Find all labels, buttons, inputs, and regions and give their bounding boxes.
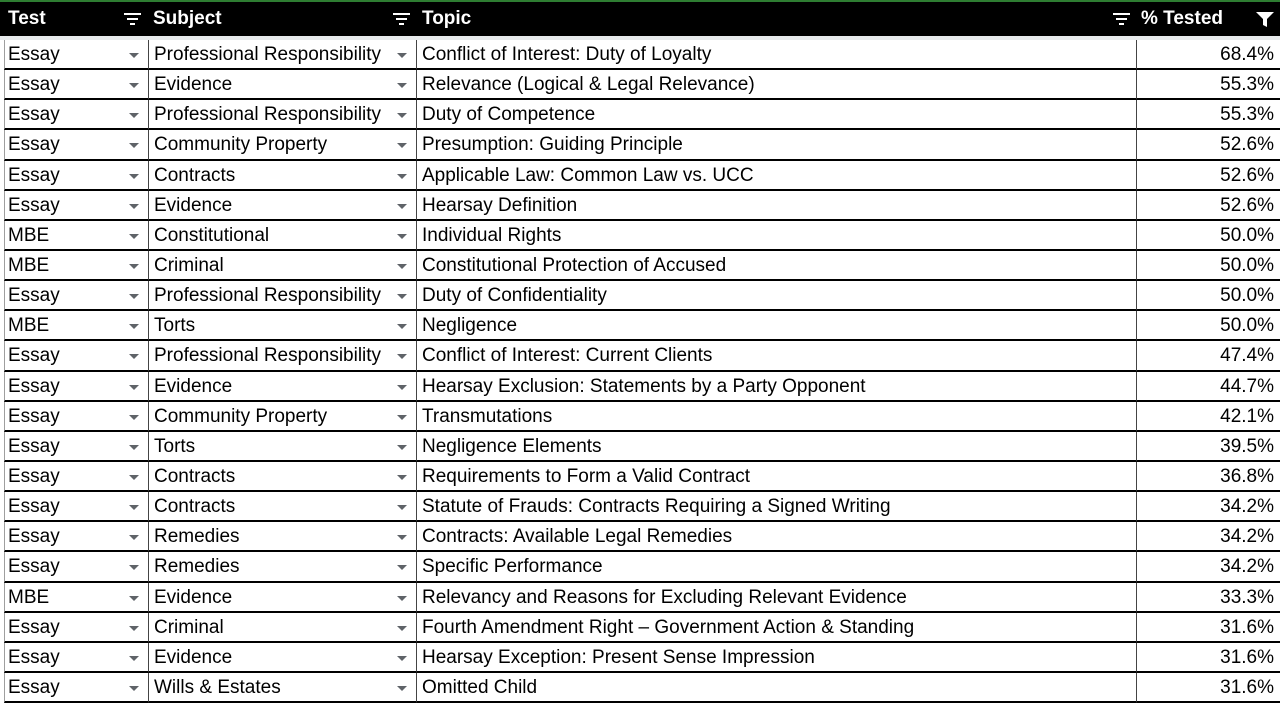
subject-cell[interactable] — [148, 643, 416, 673]
filter-lines-icon[interactable] — [1113, 13, 1130, 25]
chevron-down-icon[interactable] — [397, 324, 407, 329]
subject-cell-text: Criminal — [154, 616, 224, 638]
subject-cell[interactable] — [148, 130, 416, 160]
chevron-down-icon[interactable] — [129, 535, 139, 540]
pct-tested-cell-text: 50.0% — [1220, 285, 1274, 307]
pct-tested-cell[interactable] — [1136, 552, 1280, 582]
topic-cell[interactable] — [416, 673, 1136, 703]
table-row — [0, 70, 1280, 100]
test-cell[interactable] — [4, 583, 148, 613]
chevron-down-icon[interactable] — [397, 83, 407, 88]
pct-tested-cell-text: 52.6% — [1220, 134, 1274, 156]
subject-cell[interactable] — [148, 673, 416, 703]
subject-cell[interactable] — [148, 462, 416, 492]
pct-tested-cell-text: 52.6% — [1220, 164, 1274, 186]
pct-tested-cell-text: 34.2% — [1220, 496, 1274, 518]
chevron-down-icon[interactable] — [129, 324, 139, 329]
test-cell-text: Essay — [8, 616, 60, 638]
topic-cell[interactable] — [416, 613, 1136, 643]
pct-tested-cell[interactable] — [1136, 673, 1280, 703]
subject-cell-text: Evidence — [154, 194, 233, 216]
test-cell[interactable] — [4, 673, 148, 703]
subject-cell[interactable] — [148, 492, 416, 522]
test-cell-text: Essay — [8, 134, 60, 156]
test-cell-text: Essay — [8, 104, 60, 126]
topic-cell-text: Hearsay Definition — [422, 194, 578, 216]
test-cell[interactable] — [4, 221, 148, 251]
table-row — [0, 673, 1280, 703]
topic-cell[interactable] — [416, 40, 1136, 70]
pct-tested-cell-text: 50.0% — [1220, 224, 1274, 246]
subject-cell-text: Community Property — [154, 134, 328, 156]
topic-cell[interactable] — [416, 161, 1136, 191]
table-row — [0, 40, 1280, 70]
chevron-down-icon[interactable] — [397, 475, 407, 480]
subject-cell-text: Evidence — [154, 586, 233, 608]
chevron-down-icon[interactable] — [129, 113, 139, 118]
topic-cell[interactable] — [416, 643, 1136, 673]
chevron-down-icon[interactable] — [129, 53, 139, 58]
pct-tested-cell[interactable] — [1136, 311, 1280, 341]
subject-cell-text: Wills & Estates — [154, 676, 281, 698]
topic-cell[interactable] — [416, 583, 1136, 613]
table-row — [0, 372, 1280, 402]
pct-tested-cell[interactable] — [1136, 492, 1280, 522]
pct-tested-cell[interactable] — [1136, 643, 1280, 673]
header-subject[interactable] — [148, 2, 416, 36]
subject-cell-text: Torts — [154, 315, 196, 337]
test-cell[interactable] — [4, 341, 148, 371]
table-row — [0, 462, 1280, 492]
subject-cell[interactable] — [148, 161, 416, 191]
subject-cell-text: Professional Responsibility — [154, 104, 382, 126]
topic-cell-text: Hearsay Exception: Present Sense Impression — [422, 646, 815, 668]
header-row — [0, 2, 1280, 36]
topic-cell[interactable] — [416, 522, 1136, 552]
subject-cell-text: Community Property — [154, 405, 328, 427]
pct-tested-cell-text: 55.3% — [1220, 74, 1274, 96]
subject-cell[interactable] — [148, 191, 416, 221]
test-cell-text: Essay — [8, 676, 60, 698]
subject-cell-text: Remedies — [154, 556, 240, 578]
chevron-down-icon[interactable] — [397, 113, 407, 118]
test-cell-text: Essay — [8, 194, 60, 216]
table-row — [0, 522, 1280, 552]
pct-tested-cell-text: 68.4% — [1220, 44, 1274, 65]
table-body — [0, 40, 1280, 703]
test-cell-text: Essay — [8, 285, 60, 307]
table-row — [0, 221, 1280, 251]
chevron-down-icon[interactable] — [129, 234, 139, 239]
subject-cell[interactable] — [148, 552, 416, 582]
table-row — [0, 583, 1280, 613]
test-cell[interactable] — [4, 492, 148, 522]
chevron-down-icon[interactable] — [397, 565, 407, 570]
pct-tested-cell[interactable] — [1136, 372, 1280, 402]
topic-cell-text: Statute of Frauds: Contracts Requiring a Signed Writing — [422, 496, 891, 518]
pct-tested-cell[interactable] — [1136, 191, 1280, 221]
topic-cell-text: Relevance (Logical & Legal Relevance) — [422, 74, 755, 96]
pct-tested-cell-text: 34.2% — [1220, 526, 1274, 548]
pct-tested-cell-text: 47.4% — [1220, 345, 1274, 367]
topic-cell-text: Constitutional Protection of Accused — [422, 254, 727, 276]
test-cell-text: Essay — [8, 646, 60, 668]
chevron-down-icon[interactable] — [397, 415, 407, 420]
topic-cell[interactable] — [416, 402, 1136, 432]
header-pct-tested[interactable] — [1136, 2, 1280, 36]
chevron-down-icon[interactable] — [397, 234, 407, 239]
chevron-down-icon[interactable] — [129, 686, 139, 691]
test-cell-text: Essay — [8, 375, 60, 397]
topic-cell[interactable] — [416, 341, 1136, 371]
chevron-down-icon[interactable] — [397, 686, 407, 691]
table-row — [0, 341, 1280, 371]
header-topic-label: Topic — [422, 8, 472, 29]
pct-tested-cell-text: 34.2% — [1220, 556, 1274, 578]
subject-cell-text: Evidence — [154, 375, 233, 397]
pct-tested-cell[interactable] — [1136, 281, 1280, 311]
topic-cell[interactable] — [416, 70, 1136, 100]
subject-cell-text: Contracts — [154, 465, 236, 487]
topic-cell[interactable] — [416, 130, 1136, 160]
topic-cell-text: Conflict of Interest: Duty of Loyalty — [422, 44, 712, 65]
chevron-down-icon[interactable] — [129, 445, 139, 450]
subject-cell[interactable] — [148, 100, 416, 130]
test-cell[interactable] — [4, 130, 148, 160]
topic-cell-text: Negligence — [422, 315, 518, 337]
test-cell[interactable] — [4, 643, 148, 673]
pct-tested-cell[interactable] — [1136, 161, 1280, 191]
pct-tested-cell-text: 52.6% — [1220, 194, 1274, 216]
topic-cell[interactable] — [416, 432, 1136, 462]
test-cell[interactable] — [4, 311, 148, 341]
topic-cell-text: Negligence Elements — [422, 435, 602, 457]
test-cell[interactable] — [4, 432, 148, 462]
table-row — [0, 251, 1280, 281]
pct-tested-cell[interactable] — [1136, 100, 1280, 130]
table-row — [0, 492, 1280, 522]
chevron-down-icon[interactable] — [129, 505, 139, 510]
header-subject-label: Subject — [153, 8, 222, 29]
chevron-down-icon[interactable] — [129, 174, 139, 179]
subject-cell[interactable] — [148, 40, 416, 70]
subject-cell-text: Contracts — [154, 496, 236, 518]
pct-tested-cell[interactable] — [1136, 70, 1280, 100]
test-cell-text: Essay — [8, 526, 60, 548]
subject-cell[interactable] — [148, 613, 416, 643]
topic-cell-text: Conflict of Interest: Current Clients — [422, 345, 713, 367]
pct-tested-cell-text: 55.3% — [1220, 104, 1274, 126]
topic-cell[interactable] — [416, 100, 1136, 130]
pct-tested-cell-text: 44.7% — [1220, 375, 1274, 397]
subject-cell[interactable] — [148, 311, 416, 341]
subject-cell-text: Constitutional — [154, 224, 270, 246]
funnel-icon[interactable] — [1256, 12, 1274, 27]
topic-cell-text: Requirements to Form a Valid Contract — [422, 465, 751, 487]
chevron-down-icon[interactable] — [397, 505, 407, 510]
topic-cell[interactable] — [416, 281, 1136, 311]
subject-cell[interactable] — [148, 522, 416, 552]
chevron-down-icon[interactable] — [129, 626, 139, 631]
test-cell[interactable] — [4, 281, 148, 311]
pct-tested-cell[interactable] — [1136, 221, 1280, 251]
subject-cell-text: Contracts — [154, 164, 236, 186]
chevron-down-icon[interactable] — [397, 53, 407, 58]
topic-cell[interactable] — [416, 311, 1136, 341]
topic-cell-text: Duty of Confidentiality — [422, 285, 607, 307]
test-cell-text: MBE — [8, 224, 50, 246]
subject-cell[interactable] — [148, 341, 416, 371]
topic-cell-text: Transmutations — [422, 405, 553, 427]
topic-cell-text: Hearsay Exclusion: Statements by a Party Opponent — [422, 375, 866, 397]
chevron-down-icon[interactable] — [129, 656, 139, 661]
pct-tested-cell[interactable] — [1136, 462, 1280, 492]
test-cell[interactable] — [4, 462, 148, 492]
test-cell[interactable] — [4, 251, 148, 281]
test-cell-text: Essay — [8, 405, 60, 427]
topic-cell-text: Fourth Amendment Right – Government Action & Standing — [422, 616, 915, 638]
test-cell[interactable] — [4, 552, 148, 582]
chevron-down-icon[interactable] — [397, 204, 407, 209]
topic-cell-text: Omitted Child — [422, 676, 538, 698]
chevron-down-icon[interactable] — [129, 596, 139, 601]
test-cell[interactable] — [4, 100, 148, 130]
subject-cell-text: Torts — [154, 435, 196, 457]
header-test[interactable] — [0, 2, 148, 36]
chevron-down-icon[interactable] — [129, 385, 139, 390]
topic-cell[interactable] — [416, 552, 1136, 582]
subject-cell[interactable] — [148, 432, 416, 462]
subject-cell[interactable] — [148, 251, 416, 281]
subject-cell-text: Professional Responsibility — [154, 44, 382, 65]
topic-cell-text: Duty of Competence — [422, 104, 596, 126]
pct-tested-cell[interactable] — [1136, 432, 1280, 462]
test-cell[interactable] — [4, 70, 148, 100]
subject-cell-text: Remedies — [154, 526, 240, 548]
topic-cell-text: Relevancy and Reasons for Excluding Relevant Evidence — [422, 586, 907, 608]
topic-cell[interactable] — [416, 251, 1136, 281]
topic-cell[interactable] — [416, 462, 1136, 492]
chevron-down-icon[interactable] — [397, 535, 407, 540]
filter-lines-icon[interactable] — [124, 13, 141, 25]
table-row — [0, 643, 1280, 673]
chevron-down-icon[interactable] — [129, 294, 139, 299]
chevron-down-icon[interactable] — [397, 596, 407, 601]
header-pct-label: % Tested — [1141, 8, 1224, 29]
pct-tested-cell[interactable] — [1136, 130, 1280, 160]
header-test-label: Test — [8, 8, 46, 29]
pct-tested-cell-text: 33.3% — [1220, 586, 1274, 608]
subject-cell[interactable] — [148, 281, 416, 311]
pct-tested-cell-text: 31.6% — [1220, 676, 1274, 698]
chevron-down-icon[interactable] — [397, 354, 407, 359]
test-cell-text: Essay — [8, 465, 60, 487]
pct-tested-cell[interactable] — [1136, 522, 1280, 552]
subject-cell-text: Professional Responsibility — [154, 285, 382, 307]
topic-cell[interactable] — [416, 221, 1136, 251]
table-row — [0, 311, 1280, 341]
topic-cell-text: Presumption: Guiding Principle — [422, 134, 683, 156]
chevron-down-icon[interactable] — [397, 294, 407, 299]
pct-tested-cell-text: 50.0% — [1220, 254, 1274, 276]
test-cell-text: Essay — [8, 164, 60, 186]
filter-lines-icon[interactable] — [393, 13, 410, 25]
test-cell[interactable] — [4, 522, 148, 552]
subject-cell-text: Evidence — [154, 646, 233, 668]
chevron-down-icon[interactable] — [397, 264, 407, 269]
subject-cell[interactable] — [148, 70, 416, 100]
topic-cell-text: Contracts: Available Legal Remedies — [422, 526, 733, 548]
subject-cell[interactable] — [148, 221, 416, 251]
topic-cell[interactable] — [416, 191, 1136, 221]
chevron-down-icon[interactable] — [129, 475, 139, 480]
subject-cell[interactable] — [148, 402, 416, 432]
test-cell-text: MBE — [8, 254, 50, 276]
chevron-down-icon[interactable] — [397, 656, 407, 661]
test-cell-text: Essay — [8, 345, 60, 367]
pct-tested-cell-text: 31.6% — [1220, 646, 1274, 668]
pct-tested-cell[interactable] — [1136, 613, 1280, 643]
test-cell-text: Essay — [8, 496, 60, 518]
pct-tested-cell-text: 50.0% — [1220, 315, 1274, 337]
pct-tested-cell-text: 31.6% — [1220, 616, 1274, 638]
topic-cell-text: Individual Rights — [422, 224, 562, 246]
table-row — [0, 130, 1280, 160]
subject-cell[interactable] — [148, 583, 416, 613]
chevron-down-icon[interactable] — [129, 565, 139, 570]
chevron-down-icon[interactable] — [397, 143, 407, 148]
test-cell[interactable] — [4, 613, 148, 643]
chevron-down-icon[interactable] — [129, 83, 139, 88]
topic-cell[interactable] — [416, 492, 1136, 522]
subject-cell-text: Criminal — [154, 254, 224, 276]
table-row — [0, 402, 1280, 432]
subject-cell-text: Evidence — [154, 74, 233, 96]
test-cell-text: Essay — [8, 556, 60, 578]
chevron-down-icon[interactable] — [129, 143, 139, 148]
test-cell[interactable] — [4, 161, 148, 191]
topic-cell-text: Specific Performance — [422, 556, 603, 578]
test-cell-text: Essay — [8, 44, 60, 65]
chevron-down-icon[interactable] — [397, 445, 407, 450]
chevron-down-icon[interactable] — [129, 354, 139, 359]
pct-tested-cell-text: 42.1% — [1220, 405, 1274, 427]
chevron-down-icon[interactable] — [129, 264, 139, 269]
test-cell[interactable] — [4, 191, 148, 221]
table-row — [0, 100, 1280, 130]
topic-cell[interactable] — [416, 372, 1136, 402]
chevron-down-icon[interactable] — [397, 174, 407, 179]
test-cell-text: MBE — [8, 586, 50, 608]
test-cell[interactable] — [4, 402, 148, 432]
pct-tested-cell[interactable] — [1136, 251, 1280, 281]
pct-tested-cell-text: 36.8% — [1220, 465, 1274, 487]
table-row — [0, 161, 1280, 191]
pct-tested-cell-text: 39.5% — [1220, 435, 1274, 457]
test-cell[interactable] — [4, 372, 148, 402]
pct-tested-cell[interactable] — [1136, 583, 1280, 613]
pct-tested-cell[interactable] — [1136, 341, 1280, 371]
pct-tested-cell[interactable] — [1136, 40, 1280, 70]
chevron-down-icon[interactable] — [129, 204, 139, 209]
pct-tested-cell[interactable] — [1136, 402, 1280, 432]
test-cell[interactable] — [4, 40, 148, 70]
chevron-down-icon[interactable] — [397, 626, 407, 631]
table-row — [0, 552, 1280, 582]
table-row — [0, 432, 1280, 462]
topic-cell-text: Applicable Law: Common Law vs. UCC — [422, 164, 754, 186]
test-cell-text: MBE — [8, 315, 50, 337]
header-topic[interactable] — [416, 2, 1136, 36]
table-row — [0, 281, 1280, 311]
table-row — [0, 191, 1280, 221]
chevron-down-icon[interactable] — [397, 385, 407, 390]
test-cell-text: Essay — [8, 74, 60, 96]
subject-cell[interactable] — [148, 372, 416, 402]
table-row — [0, 613, 1280, 643]
subject-cell-text: Professional Responsibility — [154, 345, 382, 367]
chevron-down-icon[interactable] — [129, 415, 139, 420]
test-cell-text: Essay — [8, 435, 60, 457]
